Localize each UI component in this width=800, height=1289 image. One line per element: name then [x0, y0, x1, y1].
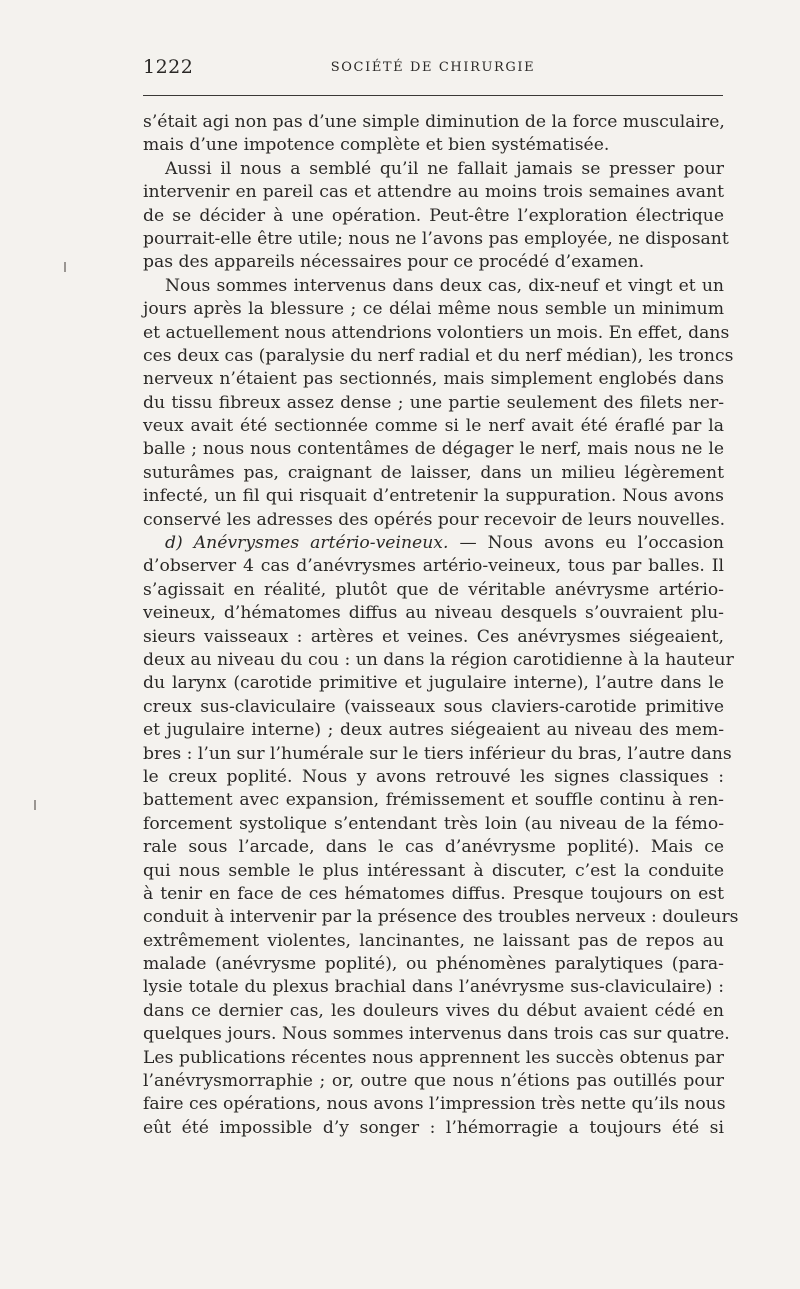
text-line: Les publications récentes nous apprennent les succès obtenus par [143, 1047, 724, 1068]
margin-mark [64, 262, 66, 272]
header-rule [143, 95, 723, 96]
text-line: bres : l’un sur l’humérale sur le tiers inférieur du bras, l’autre dans [143, 743, 732, 764]
text-line: battement avec expansion, frémissement et souffle continu à ren- [143, 790, 724, 811]
text-line: ces deux cas (paralysie du nerf radial et du nerf médian), les troncs [143, 345, 734, 366]
text-line: dans ce dernier cas, les douleurs vives du début avaient cédé en [143, 1000, 724, 1021]
text-line: mais d’une impotence complète et bien systématisée. [143, 135, 610, 156]
text-line: intervenir en pareil cas et attendre au moins trois semaines avant [143, 182, 724, 203]
text-line: creux sus-claviculaire (vaisseaux sous claviers-carotide primitive [143, 696, 724, 717]
text-line: conduit à intervenir par la présence des troubles nerveux : douleurs [143, 907, 739, 928]
text-line: Aussi il nous a semblé qu’il ne fallait jamais se presser pour [165, 158, 724, 179]
text-line: pas des appareils nécessaires pour ce procédé d’examen. [143, 252, 645, 273]
section-heading-line [143, 532, 724, 555]
text-line: malade (anévrysme poplité), ou phénomènes paralytiques (para- [143, 954, 724, 975]
text-line: de se décider à une opération. Peut-être l’exploration électrique [143, 205, 724, 226]
text-line: forcement systolique s’entendant très loin (au niveau de la fémo- [143, 813, 724, 834]
text-line: sieurs vaisseaux : artères et veines. Ces anévrysmes siégeaient, [143, 626, 724, 647]
text-line: rale sous l’arcade, dans le cas d’anévrysme poplité). Mais ce [143, 837, 724, 858]
text-line: et jugulaire interne) ; deux autres siégeaient au niveau des mem- [143, 720, 724, 741]
text-line: lysie totale du plexus brachial dans l’anévrysme sus-claviculaire) : [143, 977, 724, 998]
text-line: quelques jours. Nous sommes intervenus dans trois cas sur quatre. [143, 1024, 730, 1045]
text-line: eût été impossible d’y songer : l’hémorragie a toujours été si [143, 1117, 724, 1138]
text-line: du tissu fibreux assez dense ; une partie seulement des filets ner- [143, 392, 724, 413]
text-line: infecté, un fil qui risquait d’entretenir la suppuration. Nous avons [143, 486, 724, 507]
text-line: Nous sommes intervenus dans deux cas, dix-neuf et vingt et un [165, 275, 724, 296]
text-line: nerveux n’étaient pas sectionnés, mais simplement englobés dans [143, 369, 724, 390]
text-line: qui nous semble le plus intéressant à discuter, c’est la conduite [143, 860, 724, 881]
section-label: d) Anévrysmes artério-veineux. [165, 533, 449, 554]
text-line: jours après la blessure ; ce délai même nous semble un minimum [143, 299, 724, 320]
text-line: extrêmement violentes, lancinantes, ne laissant pas de repos au [143, 930, 724, 951]
text-line: du larynx (carotide primitive et jugulaire interne), l’autre dans le [143, 673, 724, 694]
text-line: s’était agi non pas d’une simple diminution de la force musculaire, [143, 112, 725, 132]
section-rest: — Nous avons eu l’occasion [448, 533, 724, 554]
text-line: balle ; nous nous contentâmes de dégager le nerf, mais nous ne le [143, 439, 724, 460]
text-line: à tenir en face de ces hématomes diffus. Presque toujours on est [143, 883, 724, 904]
page-header [143, 56, 723, 82]
page-number: 1222 [143, 56, 194, 78]
body-text [143, 111, 739, 1140]
text-line: pourrait-elle être utile; nous ne l’avons pas employée, ne disposant [143, 228, 729, 249]
text-line: d’observer 4 cas d’anévrysmes artério-veineux, tous par balles. Il [143, 556, 724, 577]
text-line: veux avait été sectionnée comme si le nerf avait été éraflé par la [143, 416, 724, 437]
text-line: s’agissait en réalité, plutôt que de véritable anévrysme artério- [143, 579, 724, 600]
text-line: veineux, d’hématomes diffus au niveau desquels s’ouvraient plu- [143, 603, 724, 624]
text-line: l’anévrysmorraphie ; or, outre que nous n’étions pas outillés pour [143, 1071, 724, 1092]
text-line: faire ces opérations, nous avons l’impression très nette qu’ils nous [143, 1094, 726, 1115]
running-head: SOCIÉTÉ DE CHIRURGIE [330, 60, 536, 75]
text-line: le creux poplité. Nous y avons retrouvé les signes classiques : [143, 766, 724, 787]
margin-mark [34, 800, 36, 810]
text-line: et actuellement nous attendrions volontiers un mois. En effet, dans [143, 322, 730, 343]
text-line: deux au niveau du cou : un dans la région carotidienne à la hauteur [143, 649, 734, 670]
text-line: conservé les adresses des opérés pour recevoir de leurs nouvelles. [143, 509, 726, 530]
text-line: suturâmes pas, craignant de laisser, dans un milieu légèrement [143, 462, 724, 483]
